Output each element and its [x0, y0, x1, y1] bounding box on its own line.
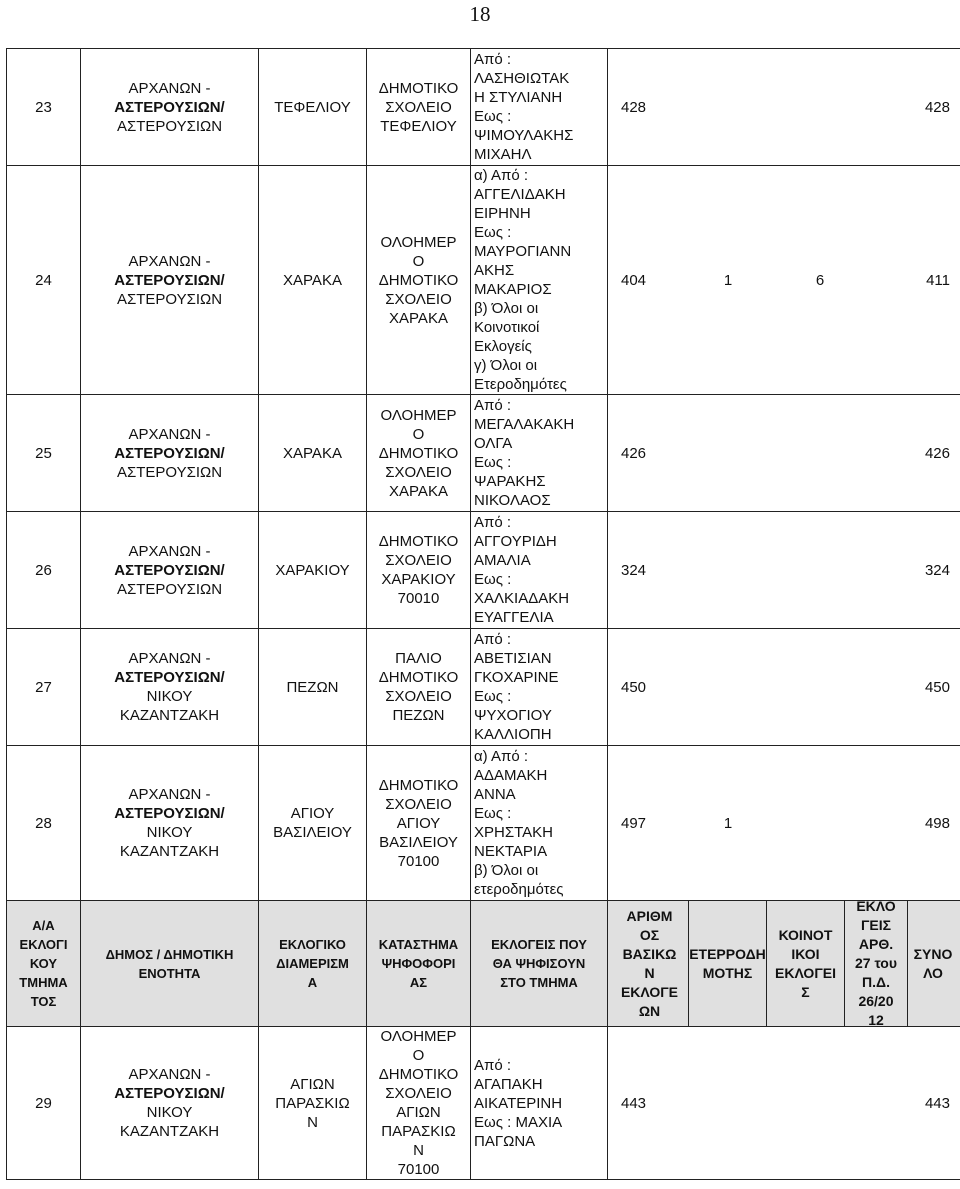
header-basic-text: [621, 907, 678, 1021]
table-row: [7, 1027, 960, 1180]
station-line: ΣΧΟΛΕΙΟ: [385, 688, 452, 705]
total-count: 443: [924, 1094, 950, 1112]
header-line: ΙΚΟΙ: [791, 945, 820, 962]
voters-line: ΑΜΑΛΙΑ: [474, 552, 531, 569]
header-line: ΩΝ: [638, 1002, 661, 1019]
counts-cell: [608, 395, 960, 512]
municipality-line: ΝΙΚΟΥ: [146, 688, 193, 705]
counts-row: [611, 746, 958, 900]
header-line: ΨΗΦΟΦΟΡΙ: [381, 956, 456, 971]
municipality-cell: [81, 512, 259, 629]
voters-line: Από :: [474, 514, 512, 531]
header-total: [907, 901, 958, 1026]
station-line: ΔΗΜΟΤΙΚΟ: [378, 79, 459, 97]
counts-cell: [608, 166, 960, 395]
district-cell: [259, 512, 367, 629]
voters-cell: [471, 629, 608, 746]
municipality-cell: [81, 1027, 259, 1180]
voters-line: Από :: [474, 397, 512, 414]
municipality-line: ΑΣΤΕΡΟΥΣΙΩΝ/: [114, 98, 225, 116]
header-other-text: [689, 945, 766, 983]
counts-cell: [608, 49, 960, 166]
municipality-line: ΚΑΖΑΝΤΖΑΚΗ: [119, 843, 220, 860]
row-number: 28: [7, 746, 81, 901]
header-line: ΔΗΜΟΣ / ΔΗΜΟΤΙΚΗ: [105, 946, 234, 962]
station-line: Ν: [413, 1142, 424, 1159]
district-cell: [259, 746, 367, 901]
header-station: [367, 901, 471, 1027]
header-line: ΚΑΤΑΣΤΗΜΑ: [378, 937, 459, 952]
voters-line: ΜΑΥΡΟΓΙΑΝΝ: [474, 243, 572, 260]
district-line: ΠΕΖΩΝ: [286, 678, 339, 696]
header-line: ΟΣ: [639, 926, 660, 943]
basic-voters-count: 497: [621, 814, 647, 832]
voters-cell: [471, 395, 608, 512]
voters-line: ΨΑΡΑΚΗΣ: [474, 473, 546, 490]
total-count: 498: [924, 814, 950, 832]
voters-line: α) Από :: [474, 167, 529, 184]
header-line: ΕΚΛΟΓΙΚΟ: [279, 937, 346, 952]
voters-line: Από :: [474, 1056, 512, 1074]
station-line: ΑΓΙΟΥ: [396, 814, 441, 832]
station-line: ΒΑΣΙΛΕΙΟΥ: [379, 833, 458, 851]
header-line: ΤΜΗΜΑ: [19, 975, 68, 990]
voters-line: ΠΑΓΩΝΑ: [474, 1132, 536, 1150]
counts-row: [611, 512, 958, 628]
voters-line: ΚΑΛΛΙΟΠΗ: [474, 726, 552, 743]
station-line: ΔΗΜΟΤΙΚΟ: [378, 669, 459, 686]
header-decree-text: [855, 897, 897, 1030]
header-line: 26/20: [858, 993, 894, 1009]
station-cell: [367, 512, 471, 629]
station-cell: [367, 746, 471, 901]
district-line: ΤΕΦΕΛΙΟΥ: [274, 98, 351, 116]
table-row: [7, 166, 960, 395]
voters-line: ΨΙΜΟΥΛΑΚΗΣ: [474, 127, 574, 144]
header-number: [7, 901, 81, 1027]
municipality-line: ΑΡΧΑΝΩΝ -: [128, 425, 211, 443]
counts-row: [611, 395, 958, 511]
municipality-line: ΑΣΤΕΡΟΥΣΙΩΝ/: [114, 1085, 225, 1102]
total-count: 450: [924, 678, 950, 696]
voters-line: ΧΡΗΣΤΑΚΗ: [474, 824, 554, 841]
municipality-cell: [81, 629, 259, 746]
counts-row: [611, 168, 958, 393]
counts-row: [611, 49, 958, 165]
voters-line: Εκλογείς: [474, 338, 532, 355]
district-line: ΧΑΡΑΚΙΟΥ: [275, 561, 350, 579]
header-other-voters: [688, 901, 766, 1026]
voters-cell: [471, 746, 608, 901]
station-cell: [367, 1027, 471, 1180]
header-line: Π.Δ.: [862, 974, 890, 990]
table-row: [7, 629, 960, 746]
row-number: 24: [7, 166, 81, 395]
station-line: ΣΧΟΛΕΙΟ: [385, 463, 452, 481]
voters-line: ΑΓΑΠΑΚΗ: [474, 1075, 543, 1093]
table-row: [7, 395, 960, 512]
header-line: ΓΕΙΣ: [860, 917, 892, 933]
station-line: 70100: [397, 852, 440, 870]
header-line: ΑΡΘ.: [858, 936, 894, 952]
basic-voters-count: 426: [621, 444, 647, 462]
district-cell: [259, 49, 367, 166]
voters-cell: [471, 49, 608, 166]
voters-line: β) Όλοι οι: [474, 862, 539, 879]
voters-line: β) Όλοι οι: [474, 300, 539, 317]
voters-line: Εως :: [474, 805, 512, 822]
station-line: ΠΑΡΑΣΚΙΩ: [381, 1123, 456, 1140]
polling-stations-table: [6, 48, 960, 1180]
header-line: 27 του: [854, 955, 898, 971]
header-line: ΜΟΤΗΣ: [702, 964, 753, 981]
district-line: Ν: [307, 1113, 318, 1131]
header-counts: [608, 898, 960, 1028]
header-line: Ν: [644, 964, 655, 981]
district-line: ΑΓΙΟΥ: [290, 805, 335, 822]
row-number: 26: [7, 512, 81, 629]
municipality-line: ΚΑΖΑΝΤΖΑΚΗ: [119, 707, 220, 724]
municipality-line: ΝΙΚΟΥ: [146, 824, 193, 841]
voters-line: Από :: [474, 631, 512, 648]
municipality-line: ΑΡΧΑΝΩΝ -: [128, 79, 211, 97]
voters-line: ΑΝΝΑ: [474, 786, 516, 803]
row-number: 25: [7, 395, 81, 512]
district-cell: [259, 1027, 367, 1180]
header-decree-voters: [844, 898, 907, 1028]
station-line: ΟΛΟΗΜΕΡ: [380, 233, 457, 251]
district-line: ΧΑΡΑΚΑ: [283, 271, 342, 289]
station-cell: [367, 49, 471, 166]
basic-voters-count: 428: [621, 98, 647, 116]
municipality-line: ΑΣΤΕΡΟΥΣΙΩΝ: [116, 117, 223, 135]
voters-line: Εως :: [474, 454, 512, 471]
municipality-line: ΑΣΤΕΡΟΥΣΙΩΝ: [116, 580, 223, 598]
station-line: ΔΗΜΟΤΙΚΟ: [378, 271, 459, 289]
station-line: ΣΧΟΛΕΙΟ: [385, 552, 452, 569]
voters-line: ΝΙΚΟΛΑΟΣ: [474, 492, 551, 509]
voters-line: Εως : ΜΑΧΙΑ: [474, 1113, 563, 1131]
municipality-line: ΚΑΖΑΝΤΖΑΚΗ: [119, 1123, 220, 1140]
header-line: ΕΚΛΟΓΕΙΣ ΠΟΥ: [491, 937, 587, 952]
voters-line: ΝΕΚΤΑΡΙΑ: [474, 843, 548, 860]
header-line: ΤΟΣ: [30, 994, 57, 1009]
voters-line: ΜΕΓΑΛΑΚΑΚΗ: [474, 416, 575, 433]
municipality-line: ΑΡΧΑΝΩΝ -: [128, 252, 211, 270]
voters-line: γ) Όλοι οι: [474, 357, 538, 374]
header-line: ΑΡΙΘΜ: [626, 907, 673, 924]
voters-line: Εως :: [474, 224, 512, 241]
voters-line: ΜΙΧΑΗΛ: [474, 146, 532, 163]
voters-line: ΑΚΗΣ: [474, 262, 515, 279]
station-line: ΟΛΟΗΜΕΡ: [380, 406, 457, 424]
other-voters-count: 1: [723, 814, 733, 832]
station-line: ΤΕΦΕΛΙΟΥ: [380, 117, 457, 135]
station-line: ΠΑΛΙΟ: [395, 650, 442, 667]
counts-row: [611, 629, 958, 745]
district-cell: [259, 629, 367, 746]
voters-line: ΓΚΟΧΑΡΙΝΕ: [474, 669, 559, 686]
voters-line: ΛΑΣΗΘΙΩΤΑΚ: [474, 70, 570, 87]
station-line: 70100: [397, 1161, 440, 1178]
counts-cell: [608, 629, 960, 746]
total-count: 324: [924, 561, 950, 579]
page-number: 18: [469, 2, 491, 26]
header-basic-voters: [611, 901, 688, 1026]
station-line: ΧΑΡΑΚΑ: [389, 309, 448, 327]
header-line: ΘΑ ΨΗΦΙΣΟΥΝ: [492, 956, 586, 971]
voters-line: Εως :: [474, 688, 512, 705]
row-number: 27: [7, 629, 81, 746]
total-count: 411: [926, 271, 950, 289]
header-line: ΚΟΙΝΟΤ: [778, 926, 833, 943]
counts-row: [611, 1035, 958, 1171]
district-line: ΒΑΣΙΛΕΙΟΥ: [273, 824, 352, 841]
header-line: Α/Α: [32, 918, 55, 933]
station-cell: [367, 166, 471, 395]
table-header-row: [7, 901, 960, 1027]
community-voters-count: 6: [815, 271, 825, 289]
voters-line: Από :: [474, 51, 512, 68]
voters-line: ΑΓΓΟΥΡΙΔΗ: [474, 533, 557, 550]
municipality-line: ΑΡΧΑΝΩΝ -: [128, 542, 211, 560]
station-line: ΧΑΡΑΚΑ: [389, 482, 448, 500]
station-line: ΣΧΟΛΕΙΟ: [385, 290, 452, 308]
voters-line: ΑΒΕΤΙΣΙΑΝ: [474, 650, 552, 667]
total-count: 428: [924, 98, 950, 116]
station-line: ΑΓΙΩΝ: [396, 1104, 441, 1121]
header-community-text: [775, 926, 836, 1002]
header-line: ΕΚΛΟΓΙ: [19, 937, 68, 952]
municipality-line: ΝΙΚΟΥ: [146, 1104, 193, 1121]
station-line: ΣΧΟΛΕΙΟ: [385, 795, 452, 813]
station-line: ΣΧΟΛΕΙΟ: [385, 1085, 452, 1102]
municipality-cell: [81, 166, 259, 395]
municipality-cell: [81, 746, 259, 901]
district-line: ΑΓΙΩΝ: [290, 1075, 335, 1093]
header-municipality: [81, 901, 259, 1027]
voters-line: Εως :: [474, 571, 512, 588]
voters-line: ΑΓΓΕΛΙΔΑΚΗ: [474, 186, 566, 203]
station-line: Ο: [412, 1047, 425, 1064]
header-line: ΕΚΛΟ: [856, 898, 896, 914]
other-voters-count: 1: [723, 271, 733, 289]
voters-line: ΟΛΓΑ: [474, 435, 513, 452]
voters-line: ΨΥΧΟΓΙΟΥ: [474, 707, 552, 724]
municipality-cell: [81, 395, 259, 512]
table-row: [7, 49, 960, 166]
voters-line: Η ΣΤΥΛΙΑΝΗ: [474, 89, 563, 106]
municipality-line: ΑΣΤΕΡΟΥΣΙΩΝ/: [114, 561, 225, 579]
district-cell: [259, 166, 367, 395]
total-count: 426: [924, 444, 950, 462]
station-line: ΔΗΜΟΤΙΚΟ: [378, 1066, 459, 1083]
voters-line: ΧΑΛΚΙΑΔΑΚΗ: [474, 590, 570, 607]
station-line: ΟΛΟΗΜΕΡ: [380, 1028, 457, 1045]
header-line: ΕΝΟΤΗΤΑ: [138, 965, 201, 981]
voters-line: Ετεροδημότες: [474, 376, 567, 393]
voters-line: Εως :: [474, 108, 512, 125]
municipality-line: ΑΣΤΕΡΟΥΣΙΩΝ/: [114, 669, 225, 686]
municipality-line: ΑΡΧΑΝΩΝ -: [128, 1066, 211, 1083]
station-line: ΠΕΖΩΝ: [392, 707, 445, 724]
municipality-line: ΑΣΤΕΡΟΥΣΙΩΝ/: [114, 271, 225, 289]
basic-voters-count: 404: [621, 271, 647, 289]
header-line: ΛΟ: [923, 964, 943, 981]
voters-cell: [471, 166, 608, 395]
municipality-line: ΑΣΤΕΡΟΥΣΙΩΝ: [116, 463, 223, 481]
voters-line: ΑΔΑΜΑΚΗ: [474, 767, 548, 784]
header-line: ΑΣ: [409, 975, 428, 990]
header-line: ΚΟΥ: [29, 956, 58, 971]
district-line: ΠΑΡΑΣΚΙΩ: [275, 1094, 350, 1112]
header-district: [259, 901, 367, 1027]
header-line: Σ: [801, 983, 810, 1000]
municipality-line: ΑΣΤΕΡΟΥΣΙΩΝ/: [114, 444, 225, 462]
header-line: ΕΚΛΟΓΕΙ: [775, 964, 836, 981]
header-line: ΕΤΕΡΡΟΔΗ: [689, 945, 766, 962]
voters-cell: [471, 512, 608, 629]
row-number: 23: [7, 49, 81, 166]
district-cell: [259, 395, 367, 512]
voters-cell: [471, 1027, 608, 1180]
station-line: Ο: [412, 425, 425, 443]
voters-line: ΑΙΚΑΤΕΡΙΝΗ: [474, 1094, 563, 1112]
voters-line: ΕΙΡΗΝΗ: [474, 205, 531, 222]
municipality-line: ΑΡΧΑΝΩΝ -: [128, 786, 211, 803]
basic-voters-count: 324: [621, 561, 647, 579]
voters-line: α) Από :: [474, 748, 529, 765]
municipality-line: ΑΡΧΑΝΩΝ -: [128, 650, 211, 667]
station-cell: [367, 629, 471, 746]
station-line: ΣΧΟΛΕΙΟ: [385, 98, 452, 116]
district-line: ΧΑΡΑΚΑ: [283, 444, 342, 462]
municipality-cell: [81, 49, 259, 166]
header-line: ΣΤΟ ΤΜΗΜΑ: [500, 975, 578, 990]
counts-cell: [608, 1027, 960, 1180]
header-line: ΕΚΛΟΓΕ: [620, 983, 679, 1000]
municipality-line: ΑΣΤΕΡΟΥΣΙΩΝ/: [114, 805, 225, 822]
counts-cell: [608, 512, 960, 629]
station-cell: [367, 395, 471, 512]
table-row: [7, 512, 960, 629]
voters-line: ΕΥΑΓΓΕΛΙΑ: [474, 609, 554, 626]
header-line: ΒΑΣΙΚΩ: [622, 945, 677, 962]
station-line: ΔΗΜΟΤΙΚΟ: [378, 776, 459, 794]
header-line: ΣΥΝΟ: [913, 945, 953, 962]
basic-voters-count: 443: [621, 1094, 647, 1112]
voters-line: Κοινοτικοί: [474, 319, 540, 336]
header-line: Α: [307, 975, 318, 990]
header-voters: [471, 901, 608, 1027]
header-total-text: [914, 945, 953, 983]
station-line: ΧΑΡΑΚΙΟΥ: [381, 571, 456, 588]
station-line: ΔΗΜΟΤΙΚΟ: [378, 533, 459, 550]
header-line: ΔΙΑΜΕΡΙΣΜ: [276, 956, 349, 971]
basic-voters-count: 450: [621, 678, 647, 696]
table-row: [7, 746, 960, 901]
voters-line: ετεροδημότες: [474, 881, 564, 898]
header-line: 12: [868, 1012, 884, 1028]
counts-cell: [608, 746, 960, 901]
row-number: 29: [7, 1027, 81, 1180]
station-line: Ο: [412, 252, 425, 270]
station-line: ΔΗΜΟΤΙΚΟ: [378, 444, 459, 462]
station-line: 70010: [397, 590, 440, 607]
municipality-line: ΑΣΤΕΡΟΥΣΙΩΝ: [116, 290, 223, 308]
voters-line: ΜΑΚΑΡΙΟΣ: [474, 281, 552, 298]
header-community-voters: [766, 901, 844, 1026]
